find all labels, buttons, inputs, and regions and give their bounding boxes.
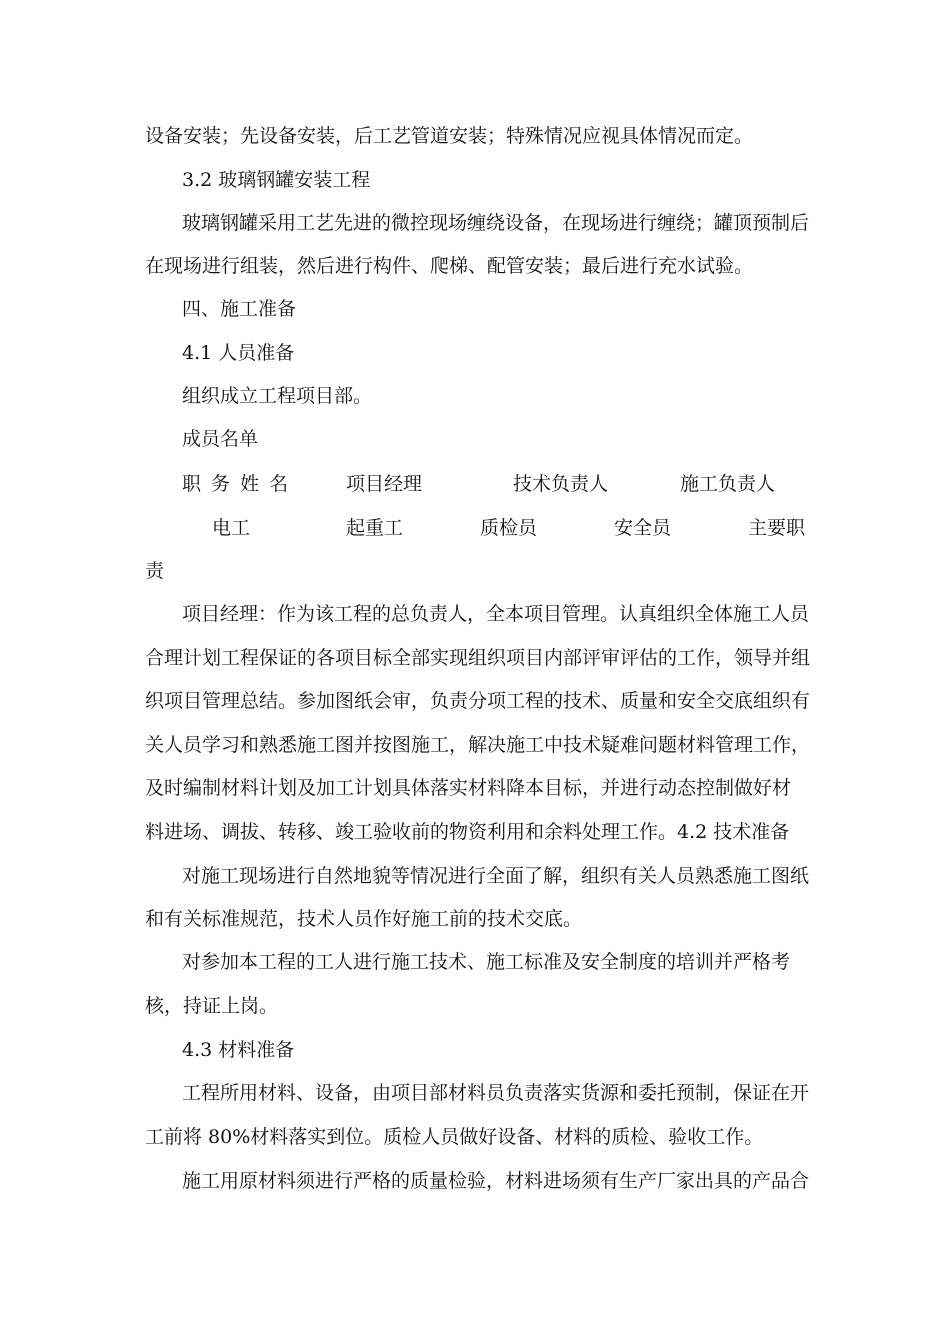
- paragraph-line: 责: [145, 560, 165, 582]
- paragraph-line: 对参加本工程的工人进行施工技术、施工标准及安全制度的培训并严格考: [182, 951, 791, 973]
- roster-cell: 施工负责人: [680, 473, 776, 495]
- paragraph-line: 施工用原材料须进行严格的质量检验，材料进场须有生产厂家出具的产品合: [182, 1170, 810, 1192]
- chapter-heading-4: 四、施工准备: [182, 298, 297, 320]
- roster-cell: 电工: [212, 517, 251, 539]
- paragraph-line: 合理计划工程保证的各项目标全部实现组织项目内部评审评估的工作，领导并组: [145, 647, 811, 669]
- roster-cell: 质检员: [480, 517, 538, 539]
- paragraph-line: 在现场进行组装，然后进行构件、爬梯、配管安装；最后进行充水试验。: [145, 255, 754, 277]
- paragraph-line: 织项目管理总结。参加图纸会审，负责分项工程的技术、质量和安全交底组织有: [145, 690, 811, 712]
- roster-cell: 技术负责人: [513, 473, 609, 495]
- roster-cell: 项目经理: [346, 473, 423, 495]
- paragraph-line: 工前将 80%材料落实到位。质检人员做好设备、材料的质检、验收工作。: [145, 1126, 764, 1148]
- paragraph-line: 设备安装；先设备安装，后工艺管道安装；特殊情况应视具体情况而定。: [145, 125, 754, 147]
- roster-cell: 职 务 姓 名: [182, 473, 291, 495]
- paragraph-line: 工程所用材料、设备，由项目部材料员负责落实货源和委托预制，保证在开: [182, 1082, 810, 1104]
- roster-cell: 起重工: [346, 517, 404, 539]
- paragraph-line: 对施工现场进行自然地貌等情况进行全面了解，组织有关人员熟悉施工图纸: [182, 865, 810, 887]
- paragraph-line: 核，持证上岗。: [145, 995, 279, 1017]
- paragraph-line: 项目经理：作为该工程的总负责人，全本项目管理。认真组织全体施工人员: [182, 603, 810, 625]
- roster-cell: 主要职: [748, 517, 806, 539]
- paragraph-line: 成员名单: [182, 428, 259, 450]
- roster-cell: 安全员: [614, 517, 672, 539]
- paragraph-line: 关人员学习和熟悉施工图并按图施工，解决施工中技术疑难问题材料管理工作，: [145, 734, 811, 756]
- paragraph-line: 组织成立工程项目部。: [182, 385, 373, 407]
- section-heading-3-2: 3.2 玻璃钢罐安装工程: [182, 169, 371, 191]
- paragraph-line: 和有关标准规范，技术人员作好施工前的技术交底。: [145, 908, 583, 930]
- section-heading-4-1: 4.1 人员准备: [182, 342, 295, 364]
- paragraph-line: 及时编制材料计划及加工计划具体落实材料降本目标，并进行动态控制做好材: [145, 777, 792, 799]
- section-heading-4-3: 4.3 材料准备: [182, 1039, 295, 1061]
- paragraph-line: 料进场、调拔、转移、竣工验收前的物资利用和余料处理工作。4.2 技术准备: [145, 821, 790, 843]
- paragraph-line: 玻璃钢罐采用工艺先进的微控现场缠绕设备，在现场进行缠绕；罐顶预制后: [182, 212, 810, 234]
